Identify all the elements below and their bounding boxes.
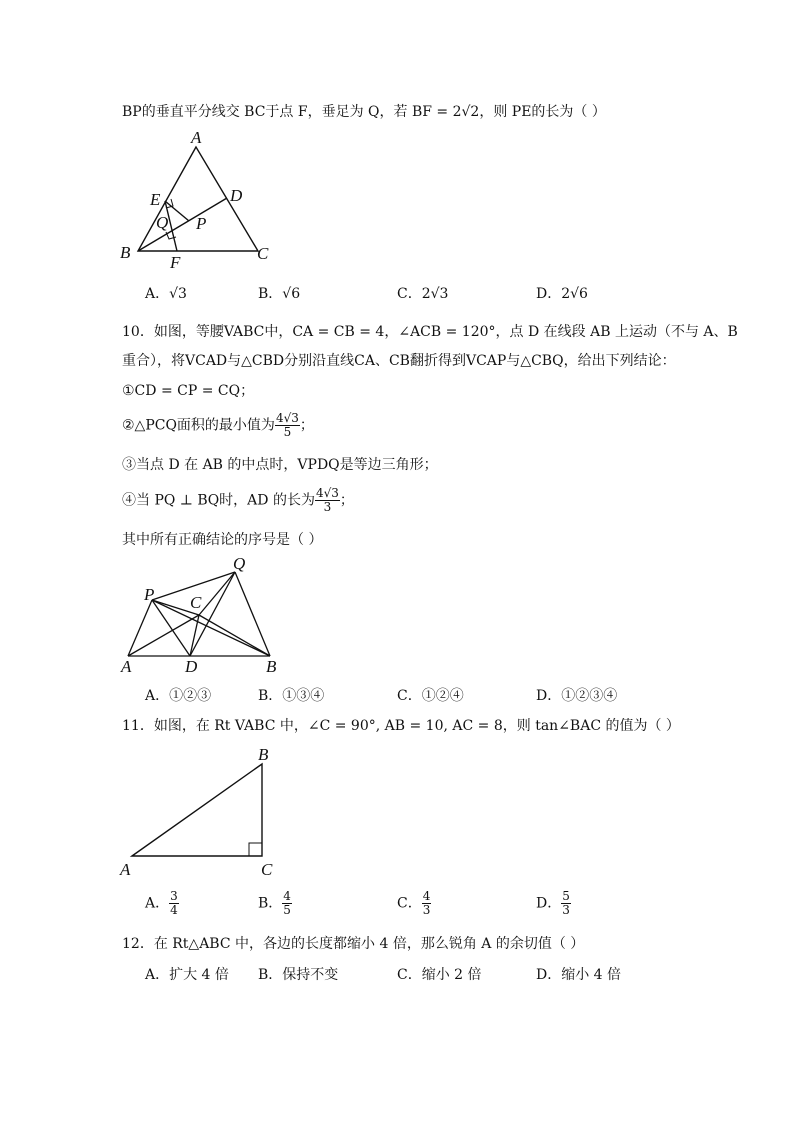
q10-line-CB <box>199 615 270 656</box>
q10-conclusion-1: ①CD = CP = CQ； <box>122 383 255 399</box>
q10-c4-fraction <box>315 487 340 514</box>
q9-label-A: A <box>191 128 202 147</box>
q11-option-b-letter: B． <box>258 895 283 912</box>
q12-option-d[interactable]: D．缩小 4 倍 <box>536 967 622 983</box>
q11-option-d-den: 3 <box>562 903 570 917</box>
q11-options <box>0 890 794 926</box>
q10-stem-line1: 10．如图，等腰VABC中，CA = CB = 4，∠ACB = 120°，点 D 在线段 AB 上运动（不与 A、B <box>122 324 738 340</box>
q11-right-angle <box>249 843 262 856</box>
q9-label-E: E <box>150 190 161 209</box>
q9-figure <box>110 128 290 278</box>
q10-conclusion-2 <box>122 412 314 439</box>
q11-option-b[interactable] <box>258 890 292 917</box>
q11-option-a[interactable] <box>145 890 179 917</box>
q11-label-A: A <box>120 860 131 879</box>
q10-stem-line2: 重合），将VCAD与△CBD分别沿直线CA、CB翻折得到VCAP与△CBQ，给出下列结论： <box>122 353 676 369</box>
q10-label-D: D <box>185 657 198 676</box>
q9-option-a[interactable]: A．√3 <box>145 286 187 302</box>
q11-option-a-fraction <box>169 890 179 917</box>
q9-label-B: B <box>120 243 131 262</box>
q10-question: 其中所有正确结论的序号是（ ） <box>122 532 323 548</box>
q10-conclusion-3: ③当点 D 在 AB 的中点时，VPDQ是等边三角形； <box>122 457 438 473</box>
q11-option-d[interactable] <box>536 890 571 917</box>
q11-option-a-num: 3 <box>170 889 178 903</box>
q10-c2-den: 5 <box>283 425 292 439</box>
q10-line-AC <box>128 615 199 656</box>
q10-option-b[interactable]: B．①③④ <box>258 688 325 704</box>
q10-option-d[interactable]: D．①②③④ <box>536 688 618 704</box>
q11-option-c-letter: C． <box>397 895 422 912</box>
q10-line-QB <box>235 572 270 656</box>
q9-label-D: D <box>230 186 243 205</box>
q12-options <box>0 965 794 985</box>
q11-option-c-fraction <box>422 890 432 917</box>
q9-label-F: F <box>170 253 181 272</box>
q11-option-c[interactable] <box>397 890 431 917</box>
q11-option-c-den: 3 <box>422 903 431 917</box>
q10-c2-num: 4√3 <box>275 411 299 425</box>
q10-conclusion-4 <box>122 487 354 514</box>
q12-stem: 12．在 Rt△ABC 中，各边的长度都缩小 4 倍，那么锐角 A 的余切值（ ） <box>122 936 585 952</box>
q11-option-b-num: 4 <box>283 889 291 903</box>
q9-option-b[interactable]: B．√6 <box>258 286 301 302</box>
q10-label-C: C <box>190 593 202 612</box>
q10-options <box>0 686 794 706</box>
q12-option-c[interactable]: C．缩小 2 倍 <box>397 967 482 983</box>
q10-label-A: A <box>121 657 132 676</box>
q9-label-Q: Q <box>156 213 169 232</box>
q10-label-P: P <box>144 585 155 604</box>
q11-option-d-letter: D． <box>536 895 562 912</box>
q10-figure <box>115 555 290 680</box>
q9-label-P: P <box>196 214 207 233</box>
q10-c2-end: ； <box>299 417 314 434</box>
q11-label-C: C <box>261 860 273 879</box>
q11-option-a-den: 4 <box>170 903 178 917</box>
q10-option-c[interactable]: C．①②④ <box>397 688 464 704</box>
q10-c4-text: ④当 PQ ⊥ BQ时，AD 的长为 <box>122 492 315 509</box>
q11-triangle <box>132 764 262 856</box>
q10-c4-den: 3 <box>323 500 332 514</box>
q11-label-B: B <box>258 745 269 764</box>
q10-c4-num: 4√3 <box>315 486 339 500</box>
q11-stem: 11．如图，在 Rt VABC 中，∠C = 90°, AB = 10, AC = 8，则 tan∠BAC 的值为（ ） <box>122 718 680 734</box>
q11-option-b-fraction <box>282 890 292 917</box>
q10-label-Q: Q <box>233 554 246 573</box>
q9-option-d[interactable]: D．2√6 <box>536 286 588 302</box>
q10-line-PB <box>152 600 270 656</box>
q9-stem: BP的垂直平分线交 BC于点 F，垂足为 Q，若 BF = 2√2，则 PE的长为（ ） <box>122 104 606 120</box>
q11-option-c-num: 4 <box>422 889 431 903</box>
q11-figure <box>115 742 285 882</box>
q9-option-c[interactable]: C．2√3 <box>397 286 449 302</box>
q10-c2-text: ②△PCQ面积的最小值为 <box>122 417 275 434</box>
q11-option-d-num: 5 <box>562 889 570 903</box>
q12-option-a[interactable]: A．扩大 4 倍 <box>145 967 229 983</box>
q10-option-a[interactable]: A．①②③ <box>145 688 212 704</box>
q12-option-b[interactable]: B．保持不变 <box>258 967 339 983</box>
q11-option-a-letter: A． <box>145 895 170 912</box>
q9-options <box>0 284 794 304</box>
q10-c2-fraction <box>275 412 300 439</box>
q10-c4-end: ； <box>339 492 354 509</box>
q9-label-C: C <box>257 244 269 263</box>
q10-line-AP <box>128 600 152 656</box>
q10-label-B: B <box>266 657 277 676</box>
q11-option-b-den: 5 <box>283 903 291 917</box>
q11-option-d-fraction <box>561 890 571 917</box>
